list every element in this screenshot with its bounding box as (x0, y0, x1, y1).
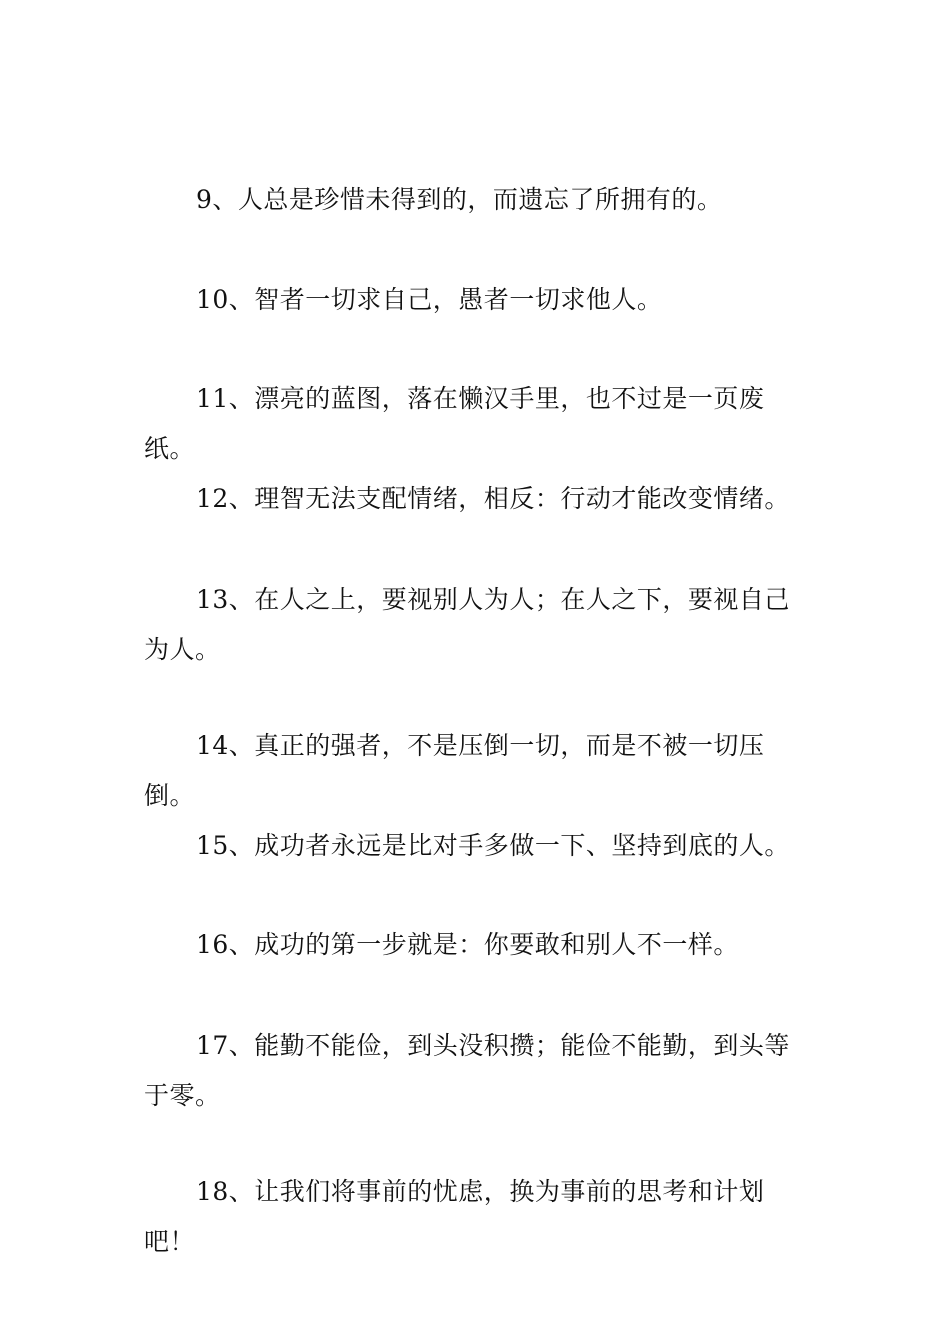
quote-10: 10、智者一切求自己，愚者一切求他人。 (196, 285, 663, 314)
quote-12: 12、理智无法支配情绪，相反：行动才能改变情绪。 (196, 484, 790, 513)
quote-17: 17、能勤不能俭，到头没积攒；能俭不能勤，到头等于零。 (144, 1031, 790, 1110)
quote-11: 11、漂亮的蓝图，落在懒汉手里，也不过是一页废纸。 (144, 384, 765, 463)
quote-15: 15、成功者永远是比对手多做一下、坚持到底的人。 (196, 831, 790, 860)
quote-16: 16、成功的第一步就是：你要敢和别人不一样。 (196, 930, 739, 959)
quote-13: 13、在人之上，要视别人为人；在人之下，要视自己为人。 (144, 585, 790, 664)
quote-18: 18、让我们将事前的忧虑，换为事前的思考和计划吧！ (144, 1177, 765, 1256)
quote-14: 14、真正的强者，不是压倒一切，而是不被一切压倒。 (144, 731, 765, 810)
quote-9: 9、人总是珍惜未得到的，而遗忘了所拥有的。 (196, 185, 723, 214)
